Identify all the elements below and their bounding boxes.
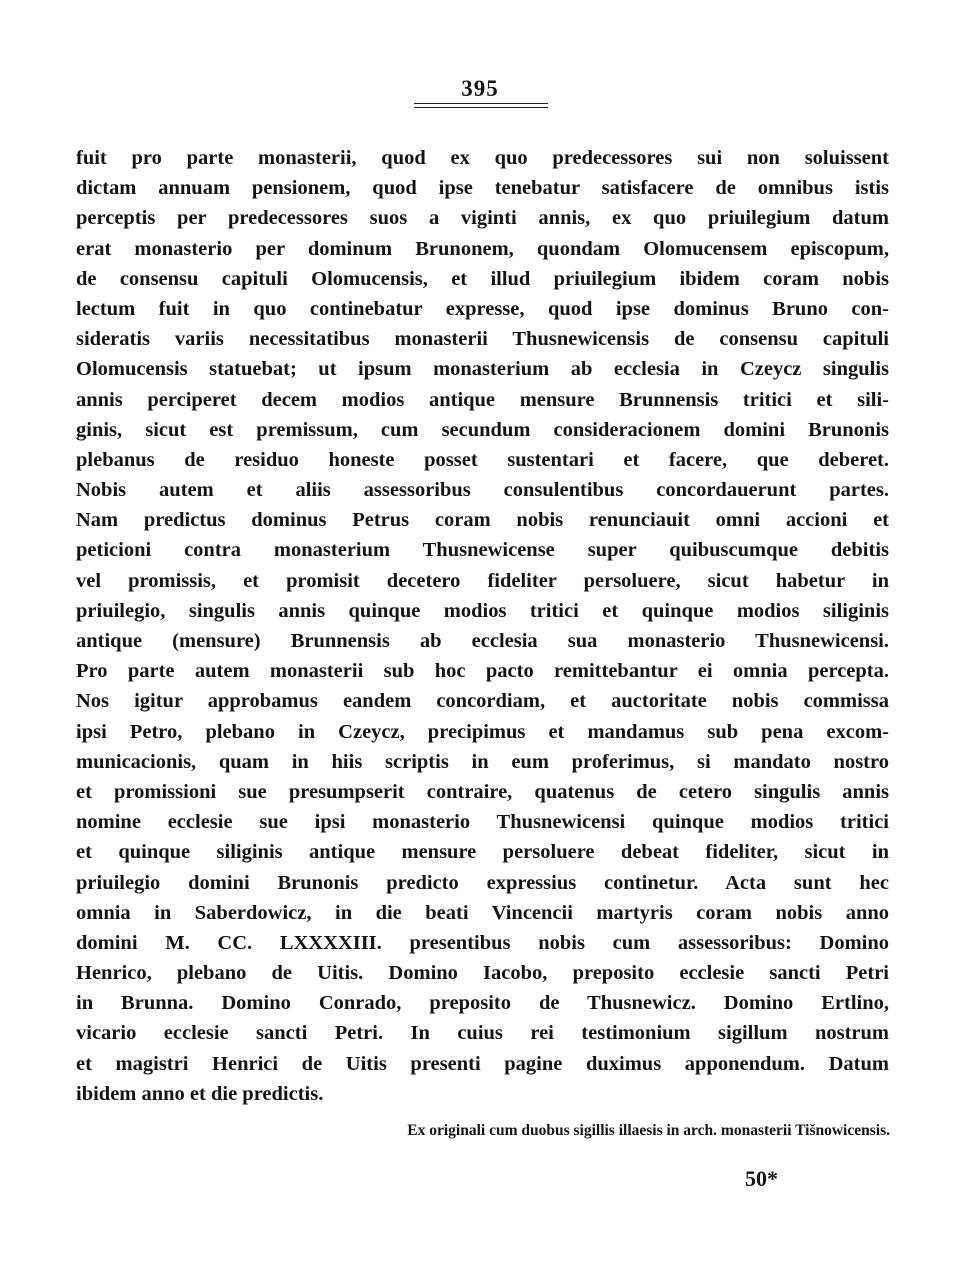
text-line: Henrico, plebano de Uitis. Domino Iacobo, preposito ecclesie sancti Petri xyxy=(76,962,889,985)
signature-mark: 50* xyxy=(745,1166,778,1191)
text-line: priuilegio, singulis annis quinque modios tritici et quinque modios siliginis xyxy=(76,599,889,622)
page-number: 395 xyxy=(461,76,499,101)
text-line: dictam annuam pensionem, quod ipse tenebatur satisfacere de omnibus istis xyxy=(76,177,889,200)
text-line: domini M. CC. LXXXXIII. presentibus nobis cum assessoribus: Domino xyxy=(76,931,889,954)
text-line: in Brunna. Domino Conrado, preposito de Thusnewicz. Domino Ertlino, xyxy=(76,992,889,1015)
text-line: fuit pro parte monasterii, quod ex quo predecessores sui non soluissent xyxy=(76,147,889,169)
text-line: ginis, sicut est premissum, cum secundum consideracionem domini Brunonis xyxy=(76,418,889,441)
text-line: Nam predictus dominus Petrus coram nobis renunciauit omni accioni et xyxy=(76,509,889,532)
text-line: vel promissis, et promisit decetero fideliter persoluere, sicut habetur in xyxy=(76,569,889,592)
text-line: Olomucensis statuebat; ut ipsum monasterium ab ecclesia in Czeycz singulis xyxy=(76,358,889,381)
source-note: Ex originali cum duobus sigillis illaesis in arch. monasterii Tišnowicensis. xyxy=(407,1122,890,1139)
text-line: et magistri Henrici de Uitis presenti pagine duximus apponendum. Datum xyxy=(76,1052,889,1075)
text-line: de consensu capituli Olomucensis, et illud priuilegium ibidem coram nobis xyxy=(76,267,889,290)
text-line: et quinque siliginis antique mensure persoluere debeat fideliter, sicut in xyxy=(76,841,889,864)
text-line: vicario ecclesie sancti Petri. In cuius rei testimonium sigillum nostrum xyxy=(76,1022,889,1045)
header-rule xyxy=(414,107,548,108)
text-line-last: ibidem anno et die predictis. xyxy=(76,1082,324,1105)
text-line: priuilegio domini Brunonis predicto expressius continetur. Acta sunt hec xyxy=(76,871,889,894)
text-line: sideratis variis necessitatibus monasterii Thusnewicensis de consensu capituli xyxy=(76,328,889,351)
text-line: Nos igitur approbamus eandem concordiam, et auctoritate nobis commissa xyxy=(76,690,889,713)
text-line: nomine ecclesie sue ipsi monasterio Thusnewicensi quinque modios tritici xyxy=(76,811,889,834)
body-text xyxy=(76,143,889,1109)
text-line: omnia in Saberdowicz, in die beati Vincencii martyris coram nobis anno xyxy=(76,901,889,924)
text-line: municacionis, quam in hiis scriptis in eum proferimus, si mandato nostro xyxy=(76,750,889,773)
header-rule xyxy=(414,103,548,104)
text-line: lectum fuit in quo continebatur expresse, quod ipse dominus Bruno con- xyxy=(76,297,889,320)
text-line: et promissioni sue presumpserit contraire, quatenus de cetero singulis annis xyxy=(76,780,889,803)
text-line: antique (mensure) Brunnensis ab ecclesia sua monasterio Thusnewicensi. xyxy=(76,630,889,652)
text-line: Pro parte autem monasterii sub hoc pacto remittebantur ei omnia percepta. xyxy=(76,660,889,683)
text-line: erat monasterio per dominum Brunonem, quondam Olomucensem episcopum, xyxy=(76,237,889,260)
text-line: Nobis autem et aliis assessoribus consulentibus concordauerunt partes. xyxy=(76,479,889,502)
text-line: plebanus de residuo honeste posset sustentari et facere, que deberet. xyxy=(76,448,889,471)
text-line: annis perciperet decem modios antique mensure Brunnensis tritici et sili- xyxy=(76,388,889,411)
text-line: ipsi Petro, plebano in Czeycz, precipimus et mandamus sub pena excom- xyxy=(76,720,889,743)
text-line: peticioni contra monasterium Thusnewicense super quibuscumque debitis xyxy=(76,539,889,562)
text-line: perceptis per predecessores suos a viginti annis, ex quo priuilegium datum xyxy=(76,207,889,230)
